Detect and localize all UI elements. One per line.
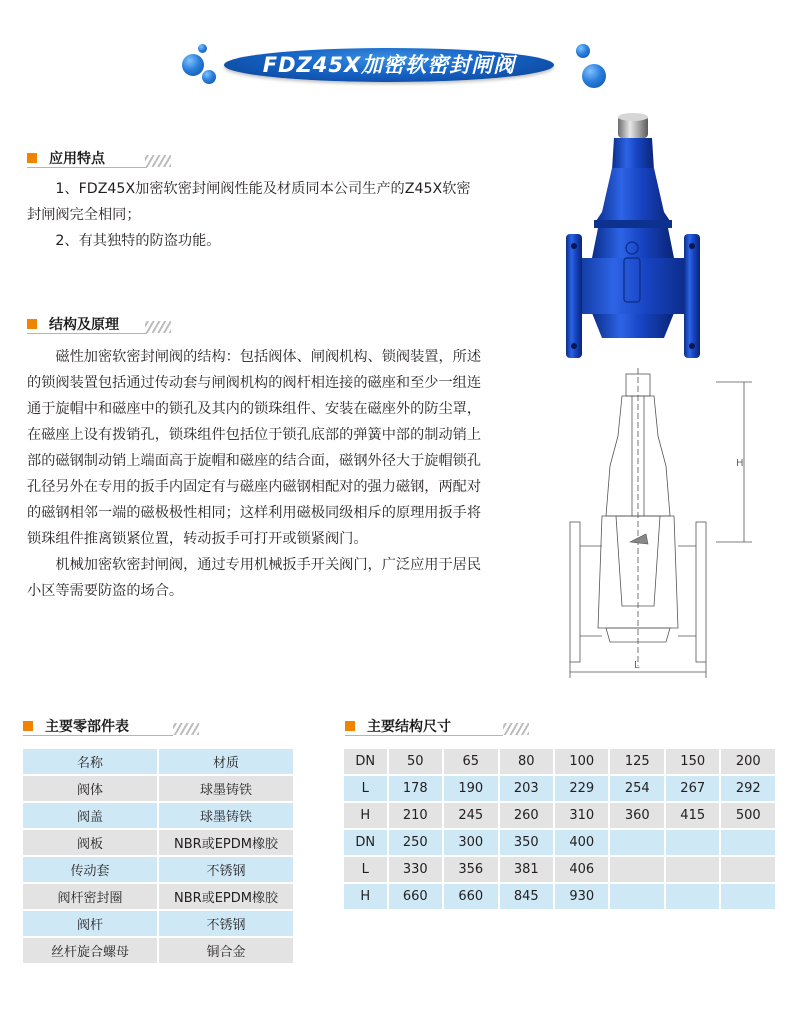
table-cell: 400 — [555, 830, 608, 855]
decor-stripes-icon — [145, 155, 171, 167]
decor-stripes-icon — [173, 723, 199, 735]
table-cell: 丝杆旋合螺母 — [23, 938, 157, 963]
decor-bubble-icon — [202, 70, 216, 84]
table-cell: 660 — [389, 884, 442, 909]
features-text — [27, 176, 483, 254]
table-cell: 360 — [610, 803, 663, 828]
table-cell — [666, 857, 719, 882]
dimensions-table — [342, 747, 777, 911]
table-cell: H — [344, 803, 387, 828]
table-cell: 100 — [555, 749, 608, 774]
bullet-square-icon — [23, 721, 33, 731]
table-header-row — [23, 749, 293, 774]
table-row — [344, 857, 775, 882]
table-header-cell: 材质 — [159, 749, 293, 774]
table-cell: 350 — [500, 830, 553, 855]
table-cell: 125 — [610, 749, 663, 774]
divider — [27, 167, 147, 168]
parts-table — [21, 747, 295, 965]
table-cell: 406 — [555, 857, 608, 882]
table-row — [344, 749, 775, 774]
section-title: 结构及原理 — [49, 317, 119, 333]
table-cell: 356 — [444, 857, 497, 882]
structure-text — [27, 344, 485, 604]
table-cell: 不锈钢 — [159, 911, 293, 936]
divider — [27, 333, 147, 334]
section-header-structure — [27, 314, 171, 336]
table-cell: 阀体 — [23, 776, 157, 801]
table-cell — [610, 884, 663, 909]
section-header-parts — [23, 716, 203, 738]
table-cell: 65 — [444, 749, 497, 774]
divider — [345, 735, 503, 736]
table-cell: 球墨铸铁 — [159, 776, 293, 801]
table-cell: 阀盖 — [23, 803, 157, 828]
table-row — [23, 857, 293, 882]
table-cell: 260 — [500, 803, 553, 828]
table-cell: 200 — [721, 749, 775, 774]
bullet-square-icon — [27, 153, 37, 163]
table-cell: 845 — [500, 884, 553, 909]
table-cell: 178 — [389, 776, 442, 801]
table-row — [23, 938, 293, 963]
table-cell: 阀杆密封圈 — [23, 884, 157, 909]
section-header-dimensions — [345, 716, 545, 738]
table-cell: L — [344, 776, 387, 801]
table-cell: 930 — [555, 884, 608, 909]
divider — [23, 735, 173, 736]
table-row — [23, 830, 293, 855]
table-cell: 150 — [666, 749, 719, 774]
table-cell: 阀板 — [23, 830, 157, 855]
table-row — [23, 776, 293, 801]
table-cell: H — [344, 884, 387, 909]
dim-label-h: H — [736, 458, 744, 469]
paragraph: 磁性加密软密封闸阀的结构：包括阀体、闸阀机构、锁阀装置，所述的锁阀装置包括通过传动套与闸阀机构的阀杆相连接的磁座和至少一组连通于旋帽中和磁座中的锁孔及其内的锁珠组件、安装在磁座外的防尘罩，在磁座上设有拨销孔，锁珠组件包括位于锁孔底部的弹簧中部的制动销上部的磁钢制动销上端面高于旋帽和磁座的结合面，磁钢外径大于旋帽锁孔孔径另外在专用的扳手内固定有与磁座内磁钢相配对的强力磁钢，两配对的磁钢相邻一端的磁极极性相同；这样利用磁极同级相斥的原理用扳手将锁珠组件推离锁紧位置，转动扳手可打开或锁紧阀门。 — [27, 349, 482, 547]
table-cell: DN — [344, 749, 387, 774]
table-cell — [666, 884, 719, 909]
table-row — [344, 776, 775, 801]
table-cell: 传动套 — [23, 857, 157, 882]
table-row — [344, 884, 775, 909]
section-title: 应用特点 — [49, 151, 105, 167]
table-cell: NBR或EPDM橡胶 — [159, 884, 293, 909]
bullet-square-icon — [27, 319, 37, 329]
valve-photo — [554, 108, 710, 370]
table-cell: 不锈钢 — [159, 857, 293, 882]
table-cell — [610, 830, 663, 855]
section-header-features — [27, 148, 171, 170]
dim-label-l: L — [634, 660, 640, 671]
table-cell: 190 — [444, 776, 497, 801]
paragraph: 2、有其独特的防盗功能。 — [55, 233, 221, 249]
table-cell: 铜合金 — [159, 938, 293, 963]
table-cell: 381 — [500, 857, 553, 882]
decor-bubble-icon — [582, 64, 606, 88]
section-title: 主要结构尺寸 — [367, 719, 451, 735]
table-cell: 203 — [500, 776, 553, 801]
paragraph: 机械加密软密封闸阀，通过专用机械扳手开关阀门，广泛应用于居民小区等需要防盗的场合。 — [27, 557, 482, 599]
table-cell: NBR或EPDM橡胶 — [159, 830, 293, 855]
table-row — [344, 830, 775, 855]
table-cell: 阀杆 — [23, 911, 157, 936]
table-cell: L — [344, 857, 387, 882]
table-row — [23, 911, 293, 936]
table-cell: 250 — [389, 830, 442, 855]
table-cell: 80 — [500, 749, 553, 774]
table-cell: 500 — [721, 803, 775, 828]
table-cell: 267 — [666, 776, 719, 801]
table-cell: 50 — [389, 749, 442, 774]
decor-bubble-icon — [576, 44, 590, 58]
table-row — [344, 803, 775, 828]
title-banner — [178, 36, 618, 98]
bullet-square-icon — [345, 721, 355, 731]
page-title: FDZ45X加密软密封闸阀 — [262, 53, 516, 77]
table-cell: DN — [344, 830, 387, 855]
table-cell: 310 — [555, 803, 608, 828]
decor-stripes-icon — [145, 321, 171, 333]
table-cell — [721, 830, 775, 855]
table-cell — [610, 857, 663, 882]
table-cell: 330 — [389, 857, 442, 882]
valve-section-drawing — [566, 366, 762, 682]
table-cell — [721, 857, 775, 882]
table-cell — [721, 884, 775, 909]
table-cell: 292 — [721, 776, 775, 801]
section-title: 主要零部件表 — [45, 719, 129, 735]
decor-bubble-icon — [198, 44, 207, 53]
table-cell: 660 — [444, 884, 497, 909]
table-cell: 210 — [389, 803, 442, 828]
table-cell: 300 — [444, 830, 497, 855]
paragraph: 1、FDZ45X加密软密封闸阀性能及材质同本公司生产的Z45X软密封闸阀完全相同； — [27, 181, 471, 223]
table-cell: 球墨铸铁 — [159, 803, 293, 828]
decor-stripes-icon — [503, 723, 529, 735]
table-cell: 254 — [610, 776, 663, 801]
table-row — [23, 884, 293, 909]
table-cell: 245 — [444, 803, 497, 828]
table-cell — [666, 830, 719, 855]
decor-bubble-icon — [182, 54, 204, 76]
table-cell: 415 — [666, 803, 719, 828]
table-header-cell: 名称 — [23, 749, 157, 774]
table-cell: 229 — [555, 776, 608, 801]
table-row — [23, 803, 293, 828]
